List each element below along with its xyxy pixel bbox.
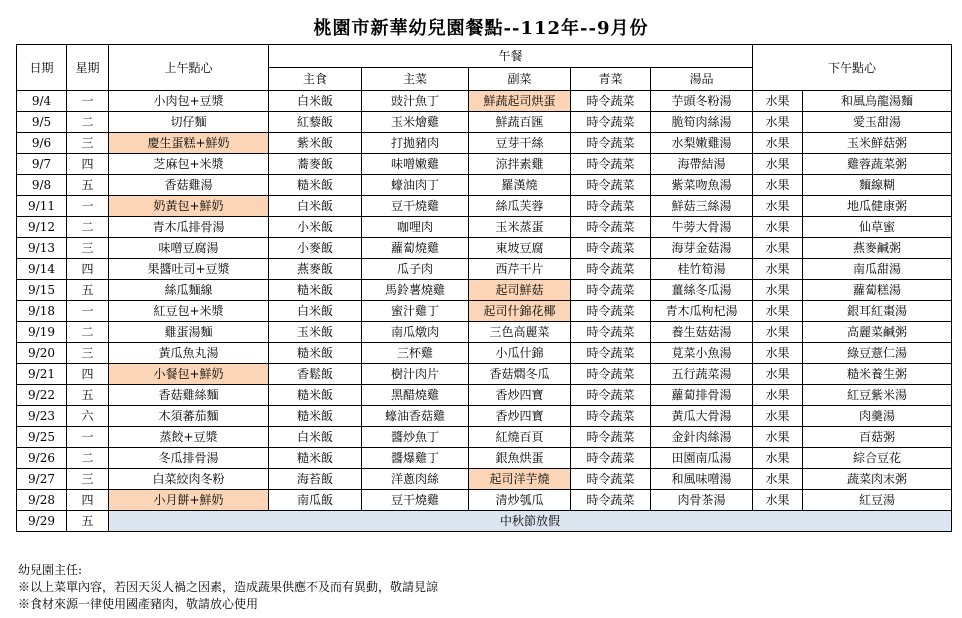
cell-day: 三	[67, 469, 109, 490]
cell-main: 蠔油肉丁	[362, 175, 469, 196]
cell-side: 鮮蔬百匯	[469, 112, 571, 133]
cell-side: 絲瓜芙蓉	[469, 196, 571, 217]
holiday-weekday: 五	[67, 511, 109, 532]
note-line-2: ※食材來源一律使用國產豬肉，敬請放心使用	[18, 597, 259, 611]
header-weekday: 星期	[67, 45, 109, 91]
cell-main: 三杯雞	[362, 343, 469, 364]
cell-soup: 芋頭冬粉湯	[651, 91, 753, 112]
cell-veg: 時令蔬菜	[571, 385, 651, 406]
cell-side: 香炒四寶	[469, 385, 571, 406]
cell-day: 三	[67, 238, 109, 259]
cell-veg: 時令蔬菜	[571, 238, 651, 259]
cell-side: 小瓜什錦	[469, 343, 571, 364]
cell-afternoon: 雞蓉蔬菜粥	[803, 154, 952, 175]
cell-soup: 桂竹筍湯	[651, 259, 753, 280]
cell-fruit: 水果	[753, 280, 803, 301]
cell-morning: 蒸餃+豆漿	[109, 427, 269, 448]
cell-staple: 香鬆飯	[269, 364, 362, 385]
cell-staple: 紅藜飯	[269, 112, 362, 133]
header-main: 主菜	[362, 68, 469, 91]
cell-staple: 小米飯	[269, 217, 362, 238]
cell-date: 9/15	[17, 280, 67, 301]
table-row	[17, 469, 952, 490]
cell-veg: 時令蔬菜	[571, 406, 651, 427]
cell-soup: 金針肉絲湯	[651, 427, 753, 448]
cell-soup: 鮮菇三絲湯	[651, 196, 753, 217]
cell-fruit: 水果	[753, 196, 803, 217]
cell-date: 9/26	[17, 448, 67, 469]
cell-main: 蠔油香菇雞	[362, 406, 469, 427]
cell-veg: 時令蔬菜	[571, 322, 651, 343]
cell-side: 起司鮮菇	[469, 280, 571, 301]
holiday-row	[17, 511, 952, 532]
cell-morning: 冬瓜排骨湯	[109, 448, 269, 469]
cell-soup: 莧菜小魚湯	[651, 343, 753, 364]
table-row	[17, 154, 952, 175]
cell-afternoon: 高麗菜鹹粥	[803, 322, 952, 343]
cell-main: 馬鈴薯燒雞	[362, 280, 469, 301]
cell-day: 一	[67, 196, 109, 217]
cell-date: 9/19	[17, 322, 67, 343]
cell-soup: 蘿蔔排骨湯	[651, 385, 753, 406]
cell-side: 羅漢燒	[469, 175, 571, 196]
cell-afternoon: 紅豆紫米湯	[803, 385, 952, 406]
cell-veg: 時令蔬菜	[571, 448, 651, 469]
cell-main: 洋蔥肉絲	[362, 469, 469, 490]
cell-day: 一	[67, 301, 109, 322]
cell-staple: 糙米飯	[269, 343, 362, 364]
cell-morning: 芝麻包+米漿	[109, 154, 269, 175]
cell-staple: 糙米飯	[269, 280, 362, 301]
cell-staple: 小麥飯	[269, 238, 362, 259]
cell-morning: 慶生蛋糕+鮮奶	[109, 133, 269, 154]
cell-day: 四	[67, 364, 109, 385]
cell-veg: 時令蔬菜	[571, 280, 651, 301]
cell-side: 紅燒百頁	[469, 427, 571, 448]
cell-side: 涼拌素雞	[469, 154, 571, 175]
header-side: 副菜	[469, 68, 571, 91]
cell-soup: 肉骨茶湯	[651, 490, 753, 511]
cell-date: 9/25	[17, 427, 67, 448]
cell-staple: 燕麥飯	[269, 259, 362, 280]
cell-main: 豆干燒雞	[362, 490, 469, 511]
cell-side: 豆芽干絲	[469, 133, 571, 154]
header-veg: 青菜	[571, 68, 651, 91]
cell-veg: 時令蔬菜	[571, 343, 651, 364]
cell-veg: 時令蔬菜	[571, 259, 651, 280]
cell-date: 9/7	[17, 154, 67, 175]
cell-day: 四	[67, 154, 109, 175]
cell-day: 一	[67, 427, 109, 448]
table-row	[17, 259, 952, 280]
cell-morning: 小月餅+鮮奶	[109, 490, 269, 511]
cell-morning: 奶黃包+鮮奶	[109, 196, 269, 217]
cell-soup: 薑絲冬瓜湯	[651, 280, 753, 301]
cell-fruit: 水果	[753, 469, 803, 490]
table-row	[17, 112, 952, 133]
cell-day: 三	[67, 343, 109, 364]
cell-date: 9/4	[17, 91, 67, 112]
cell-afternoon: 愛玉甜湯	[803, 112, 952, 133]
cell-afternoon: 百菇粥	[803, 427, 952, 448]
cell-staple: 糙米飯	[269, 175, 362, 196]
cell-side: 起司洋芋燒	[469, 469, 571, 490]
header-lunch: 午餐	[269, 45, 753, 68]
table-row	[17, 280, 952, 301]
cell-afternoon: 燕麥鹹粥	[803, 238, 952, 259]
cell-staple: 白米飯	[269, 91, 362, 112]
cell-morning: 黃瓜魚丸湯	[109, 343, 269, 364]
page-title: 桃園市新華幼兒園餐點--112年--9月份	[313, 18, 649, 39]
table-row	[17, 301, 952, 322]
cell-date: 9/5	[17, 112, 67, 133]
cell-date: 9/21	[17, 364, 67, 385]
cell-morning: 味噌豆腐湯	[109, 238, 269, 259]
cell-day: 四	[67, 490, 109, 511]
cell-veg: 時令蔬菜	[571, 175, 651, 196]
cell-fruit: 水果	[753, 217, 803, 238]
cell-day: 五	[67, 280, 109, 301]
cell-day: 二	[67, 322, 109, 343]
table-row	[17, 91, 952, 112]
table-row	[17, 385, 952, 406]
cell-soup: 田園南瓜湯	[651, 448, 753, 469]
cell-date: 9/23	[17, 406, 67, 427]
header-date: 日期	[17, 45, 67, 91]
cell-fruit: 水果	[753, 259, 803, 280]
cell-morning: 小肉包+豆漿	[109, 91, 269, 112]
cell-soup: 和風味噌湯	[651, 469, 753, 490]
cell-veg: 時令蔬菜	[571, 91, 651, 112]
cell-fruit: 水果	[753, 238, 803, 259]
cell-side: 三色高麗菜	[469, 322, 571, 343]
table-row	[17, 175, 952, 196]
cell-main: 豉汁魚丁	[362, 91, 469, 112]
cell-veg: 時令蔬菜	[571, 154, 651, 175]
table-row	[17, 427, 952, 448]
cell-afternoon: 紅豆湯	[803, 490, 952, 511]
cell-side: 起司什錦花椰	[469, 301, 571, 322]
cell-date: 9/13	[17, 238, 67, 259]
cell-fruit: 水果	[753, 406, 803, 427]
table-row	[17, 364, 952, 385]
cell-side: 玉米蒸蛋	[469, 217, 571, 238]
table-row	[17, 343, 952, 364]
header-morning: 上午點心	[109, 45, 269, 91]
cell-soup: 青木瓜枸杞湯	[651, 301, 753, 322]
cell-veg: 時令蔬菜	[571, 217, 651, 238]
cell-staple: 玉米飯	[269, 322, 362, 343]
cell-date: 9/12	[17, 217, 67, 238]
cell-side: 銀魚烘蛋	[469, 448, 571, 469]
cell-day: 二	[67, 448, 109, 469]
cell-veg: 時令蔬菜	[571, 112, 651, 133]
cell-veg: 時令蔬菜	[571, 133, 651, 154]
table-row	[17, 322, 952, 343]
cell-main: 蘿蔔燒雞	[362, 238, 469, 259]
cell-day: 三	[67, 133, 109, 154]
table-row	[17, 448, 952, 469]
table-row	[17, 217, 952, 238]
table-row	[17, 238, 952, 259]
cell-morning: 切仔麵	[109, 112, 269, 133]
cell-veg: 時令蔬菜	[571, 196, 651, 217]
holiday-text: 中秋節放假	[109, 511, 952, 532]
cell-afternoon: 蔬菜肉末粥	[803, 469, 952, 490]
cell-side: 香菇燜冬瓜	[469, 364, 571, 385]
cell-fruit: 水果	[753, 427, 803, 448]
cell-morning: 果醬吐司+豆漿	[109, 259, 269, 280]
cell-morning: 雞蛋湯麵	[109, 322, 269, 343]
cell-main: 打拋豬肉	[362, 133, 469, 154]
cell-afternoon: 地瓜健康粥	[803, 196, 952, 217]
cell-fruit: 水果	[753, 322, 803, 343]
cell-morning: 香菇雞湯	[109, 175, 269, 196]
cell-veg: 時令蔬菜	[571, 301, 651, 322]
cell-main: 豆干燒雞	[362, 196, 469, 217]
cell-fruit: 水果	[753, 112, 803, 133]
cell-afternoon: 綠豆薏仁湯	[803, 343, 952, 364]
cell-date: 9/22	[17, 385, 67, 406]
cell-main: 玉米燴雞	[362, 112, 469, 133]
notes	[18, 562, 438, 613]
cell-afternoon: 和風烏龍湯麵	[803, 91, 952, 112]
cell-morning: 小餐包+鮮奶	[109, 364, 269, 385]
cell-fruit: 水果	[753, 154, 803, 175]
cell-morning: 絲瓜麵線	[109, 280, 269, 301]
cell-main: 樹汁肉片	[362, 364, 469, 385]
cell-staple: 白米飯	[269, 427, 362, 448]
table-row	[17, 133, 952, 154]
header-staple: 主食	[269, 68, 362, 91]
cell-soup: 海帶結湯	[651, 154, 753, 175]
table-row	[17, 406, 952, 427]
cell-day: 一	[67, 91, 109, 112]
cell-day: 二	[67, 217, 109, 238]
header-soup: 湯品	[651, 68, 753, 91]
cell-main: 醬炒魚丁	[362, 427, 469, 448]
cell-main: 蜜汁雞丁	[362, 301, 469, 322]
cell-fruit: 水果	[753, 301, 803, 322]
cell-afternoon: 糙米養生粥	[803, 364, 952, 385]
cell-veg: 時令蔬菜	[571, 469, 651, 490]
cell-staple: 糙米飯	[269, 385, 362, 406]
cell-soup: 水梨嫩雞湯	[651, 133, 753, 154]
cell-date: 9/14	[17, 259, 67, 280]
cell-staple: 糙米飯	[269, 406, 362, 427]
cell-morning: 紅豆包+米漿	[109, 301, 269, 322]
cell-day: 二	[67, 112, 109, 133]
cell-main: 味噌嫩雞	[362, 154, 469, 175]
cell-soup: 牛蒡大骨湯	[651, 217, 753, 238]
cell-staple: 白米飯	[269, 301, 362, 322]
cell-day: 五	[67, 385, 109, 406]
cell-morning: 白菜絞肉冬粉	[109, 469, 269, 490]
cell-fruit: 水果	[753, 343, 803, 364]
cell-fruit: 水果	[753, 448, 803, 469]
cell-date: 9/11	[17, 196, 67, 217]
table-row	[17, 490, 952, 511]
cell-side: 東坡豆腐	[469, 238, 571, 259]
cell-main: 南瓜燉肉	[362, 322, 469, 343]
cell-staple: 糙米飯	[269, 448, 362, 469]
cell-main: 咖哩肉	[362, 217, 469, 238]
cell-staple: 海苔飯	[269, 469, 362, 490]
cell-staple: 南瓜飯	[269, 490, 362, 511]
cell-main: 瓜子肉	[362, 259, 469, 280]
cell-staple: 紫米飯	[269, 133, 362, 154]
cell-veg: 時令蔬菜	[571, 364, 651, 385]
cell-main: 黑醋燒雞	[362, 385, 469, 406]
cell-fruit: 水果	[753, 175, 803, 196]
cell-morning: 木須蕃茄麵	[109, 406, 269, 427]
cell-soup: 養生菇菇湯	[651, 322, 753, 343]
cell-fruit: 水果	[753, 490, 803, 511]
table-row	[17, 196, 952, 217]
note-line-1: ※以上菜單內容，若因天災人禍之因素，造成蔬果供應不及而有異動，敬請見諒	[18, 580, 439, 594]
cell-side: 清炒瓠瓜	[469, 490, 571, 511]
cell-fruit: 水果	[753, 91, 803, 112]
menu-table	[16, 44, 952, 532]
cell-afternoon: 蘿蔔糕湯	[803, 280, 952, 301]
cell-staple: 蕎麥飯	[269, 154, 362, 175]
header-afternoon: 下午點心	[753, 45, 952, 91]
director-line: 幼兒園主任:	[18, 563, 83, 577]
cell-fruit: 水果	[753, 364, 803, 385]
cell-date: 9/28	[17, 490, 67, 511]
cell-soup: 海芽金菇湯	[651, 238, 753, 259]
cell-date: 9/20	[17, 343, 67, 364]
cell-soup: 黃瓜大骨湯	[651, 406, 753, 427]
cell-afternoon: 麵線糊	[803, 175, 952, 196]
cell-veg: 時令蔬菜	[571, 490, 651, 511]
cell-date: 9/27	[17, 469, 67, 490]
cell-date: 9/8	[17, 175, 67, 196]
menu-body	[17, 91, 952, 532]
holiday-date: 9/29	[17, 511, 67, 532]
cell-side: 鮮蔬起司烘蛋	[469, 91, 571, 112]
cell-date: 9/18	[17, 301, 67, 322]
cell-staple: 白米飯	[269, 196, 362, 217]
cell-soup: 五行蔬菜湯	[651, 364, 753, 385]
cell-date: 9/6	[17, 133, 67, 154]
cell-afternoon: 銀耳紅棗湯	[803, 301, 952, 322]
cell-veg: 時令蔬菜	[571, 427, 651, 448]
cell-day: 四	[67, 259, 109, 280]
cell-main: 醬爆雞丁	[362, 448, 469, 469]
cell-side: 香炒四寶	[469, 406, 571, 427]
cell-morning: 香菇雞絲麵	[109, 385, 269, 406]
cell-afternoon: 玉米鮮菇粥	[803, 133, 952, 154]
cell-afternoon: 綜合豆花	[803, 448, 952, 469]
cell-day: 六	[67, 406, 109, 427]
cell-afternoon: 南瓜甜湯	[803, 259, 952, 280]
cell-afternoon: 仙草蜜	[803, 217, 952, 238]
cell-soup: 紫菜吻魚湯	[651, 175, 753, 196]
cell-fruit: 水果	[753, 385, 803, 406]
cell-afternoon: 肉羹湯	[803, 406, 952, 427]
cell-fruit: 水果	[753, 133, 803, 154]
cell-day: 五	[67, 175, 109, 196]
cell-morning: 青木瓜排骨湯	[109, 217, 269, 238]
cell-side: 西芹干片	[469, 259, 571, 280]
cell-soup: 脆筍肉絲湯	[651, 112, 753, 133]
